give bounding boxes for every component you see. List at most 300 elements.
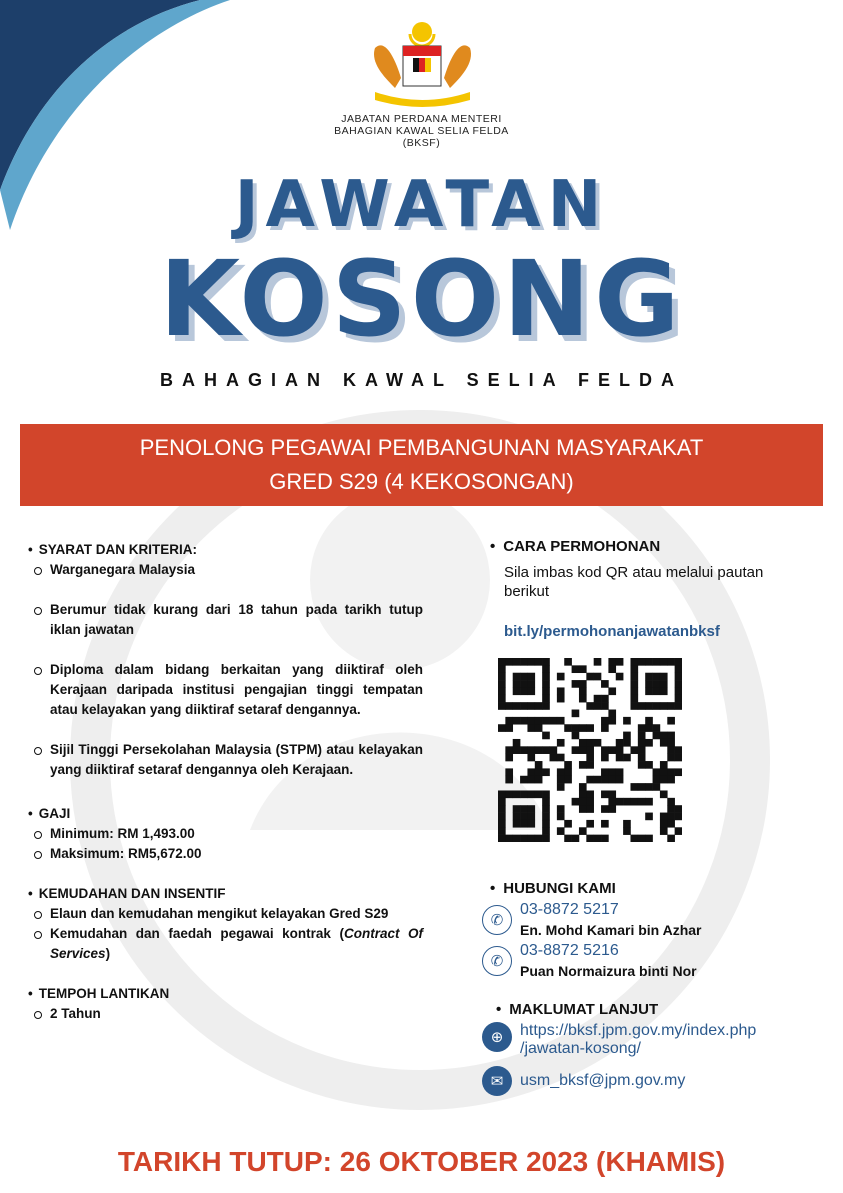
qr-module	[505, 724, 513, 732]
qr-module	[527, 717, 535, 725]
agency-abbrev: (BKSF)	[402, 137, 441, 149]
qr-module	[675, 827, 682, 835]
qr-module	[557, 695, 565, 703]
qr-module	[505, 790, 513, 798]
qr-module	[653, 673, 661, 681]
qr-module	[667, 717, 675, 725]
qr-module	[675, 813, 682, 821]
qr-module	[527, 768, 535, 776]
qr-module	[608, 746, 616, 754]
qr-module	[594, 673, 602, 681]
title-jawatan: JAWATAN	[234, 168, 609, 242]
qr-module	[586, 835, 594, 842]
qr-module	[527, 724, 535, 732]
position-banner	[20, 424, 823, 506]
qr-module	[513, 658, 521, 666]
qr-module	[498, 680, 506, 688]
qr-module	[660, 820, 668, 828]
qr-module	[645, 739, 653, 747]
qr-module	[586, 702, 594, 710]
contact-1	[482, 901, 835, 938]
qr-module	[505, 717, 513, 725]
qr-module	[601, 746, 609, 754]
qr-module	[572, 680, 580, 688]
qr-module	[557, 776, 565, 784]
qr-module	[630, 695, 638, 703]
qr-module	[653, 768, 661, 776]
qr-module	[675, 658, 682, 666]
requirements-heading: • SYARAT DAN KRITERIA:	[28, 540, 423, 560]
qr-module	[557, 754, 565, 762]
benefits-heading: • KEMUDAHAN DAN INSENTIF	[28, 884, 423, 904]
qr-module	[557, 783, 565, 791]
qr-module	[667, 658, 675, 666]
salary-heading: • GAJI	[28, 804, 423, 824]
qr-module	[542, 673, 550, 681]
qr-module	[542, 695, 550, 703]
qr-module	[527, 835, 535, 842]
qr-module	[645, 702, 653, 710]
qr-module	[520, 813, 528, 821]
qr-module	[660, 687, 668, 695]
qr-module	[608, 798, 616, 806]
qr-module	[535, 658, 543, 666]
qr-module	[608, 665, 616, 673]
qr-module	[542, 835, 550, 842]
qr-module	[667, 754, 675, 762]
qr-module	[527, 805, 535, 813]
qr-module	[660, 702, 668, 710]
qr-module	[505, 702, 513, 710]
qr-module	[660, 732, 668, 740]
qr-module	[623, 739, 631, 747]
qr-module	[527, 673, 535, 681]
tenure-list	[28, 1004, 423, 1024]
contact-2	[482, 942, 835, 979]
qr-module	[542, 813, 550, 821]
qr-module	[653, 658, 661, 666]
qr-module	[594, 658, 602, 666]
qr-module	[527, 687, 535, 695]
qr-module	[645, 658, 653, 666]
qr-module	[623, 732, 631, 740]
qr-module	[586, 798, 594, 806]
qr-module	[623, 717, 631, 725]
qr-module	[601, 680, 609, 688]
apply-heading: • CARA PERMOHONAN	[490, 538, 835, 555]
qr-module	[498, 813, 506, 821]
qr-module	[601, 724, 609, 732]
qr-module	[542, 820, 550, 828]
qr-module	[520, 717, 528, 725]
qr-module	[542, 732, 550, 740]
qr-module	[557, 768, 565, 776]
list-item: Sijil Tinggi Persekolahan Malaysia (STPM) atau kelayakan yang diiktiraf setaraf dengannya oleh Kerajaan.	[50, 740, 423, 780]
qr-module	[675, 665, 682, 673]
qr-module	[513, 739, 521, 747]
qr-module	[675, 695, 682, 703]
qr-module	[505, 754, 513, 762]
qr-module	[498, 665, 506, 673]
qr-module	[601, 717, 609, 725]
qr-module	[653, 724, 661, 732]
qr-module	[601, 695, 609, 703]
qr-module	[616, 746, 624, 754]
qr-module	[667, 820, 675, 828]
qr-module	[630, 746, 638, 754]
qr-module	[498, 673, 506, 681]
qr-module	[667, 776, 675, 784]
qr-module	[638, 754, 646, 762]
qr-module	[520, 680, 528, 688]
qr-module	[623, 754, 631, 762]
qr-module	[660, 813, 668, 821]
qr-module	[594, 835, 602, 842]
qr-module	[616, 739, 624, 747]
qr-module	[535, 835, 543, 842]
website-row	[482, 1022, 835, 1058]
qr-module	[586, 739, 594, 747]
qr-module	[564, 724, 572, 732]
qr-module	[645, 813, 653, 821]
list-item: 2 Tahun	[50, 1004, 423, 1024]
qr-module	[527, 776, 535, 784]
qr-module	[630, 687, 638, 695]
qr-module	[520, 835, 528, 842]
qr-module	[653, 732, 661, 740]
qr-module	[579, 827, 587, 835]
qr-module	[638, 835, 646, 842]
subtitle: BAHAGIAN KAWAL SELIA FELDA	[159, 370, 683, 390]
qr-module	[572, 724, 580, 732]
qr-module	[660, 658, 668, 666]
qr-module	[579, 798, 587, 806]
qr-module	[579, 680, 587, 688]
title-kosong: KOSONG	[159, 238, 684, 360]
contact-phone[interactable]: 03-8872 5216	[520, 942, 619, 959]
qr-module	[513, 813, 521, 821]
email-link[interactable]: usm_bksf@jpm.gov.my	[520, 1072, 686, 1089]
qr-module	[630, 835, 638, 842]
qr-module	[579, 687, 587, 695]
qr-module	[513, 680, 521, 688]
qr-module	[527, 658, 535, 666]
qr-module	[498, 798, 506, 806]
position-grade: GRED S29 (4 KEKOSONGAN)	[269, 469, 574, 494]
qr-module	[527, 702, 535, 710]
qr-module	[586, 746, 594, 754]
qr-module	[498, 724, 506, 732]
qr-module	[645, 717, 653, 725]
qr-module	[630, 798, 638, 806]
qr-module	[586, 776, 594, 784]
qr-module	[601, 820, 609, 828]
mail-icon: ✉	[482, 1066, 512, 1096]
website-link[interactable]: https://bksf.jpm.gov.my/index.php /jawatan-kosong/	[520, 1022, 757, 1057]
qr-module	[638, 798, 646, 806]
right-column	[490, 538, 835, 1096]
more-info-heading: • MAKLUMAT LANJUT	[496, 1001, 835, 1018]
qr-module	[520, 702, 528, 710]
qr-module	[542, 717, 550, 725]
qr-module	[586, 724, 594, 732]
qr-module	[601, 702, 609, 710]
qr-module	[586, 820, 594, 828]
qr-module	[564, 820, 572, 828]
qr-module	[542, 790, 550, 798]
qr-module	[505, 746, 513, 754]
qr-module	[535, 702, 543, 710]
qr-module	[675, 746, 682, 754]
qr-module	[667, 798, 675, 806]
position-title: PENOLONG PEGAWAI PEMBANGUNAN MASYARAKAT	[139, 435, 704, 460]
qr-module	[667, 746, 675, 754]
qr-module	[557, 739, 565, 747]
qr-module	[513, 673, 521, 681]
qr-module	[608, 717, 616, 725]
qr-module	[608, 768, 616, 776]
qr-module	[630, 702, 638, 710]
qr-module	[564, 776, 572, 784]
qr-module	[535, 776, 543, 784]
qr-module	[653, 702, 661, 710]
qr-module	[535, 717, 543, 725]
list-item: Kemudahan dan faedah pegawai kontrak (Contract Of Services)	[50, 924, 423, 964]
qr-module	[601, 754, 609, 762]
qr-module	[667, 805, 675, 813]
qr-module	[667, 732, 675, 740]
qr-module	[660, 768, 668, 776]
qr-module	[586, 790, 594, 798]
qr-module	[579, 724, 587, 732]
qr-module	[520, 658, 528, 666]
qr-module	[520, 790, 528, 798]
qr-module	[630, 783, 638, 791]
list-item: Maksimum: RM5,672.00	[50, 844, 423, 864]
qr-module	[542, 746, 550, 754]
qr-module	[572, 835, 580, 842]
qr-module	[550, 746, 558, 754]
qr-module	[645, 680, 653, 688]
qr-module	[616, 776, 624, 784]
qr-module	[542, 687, 550, 695]
qr-module	[638, 658, 646, 666]
list-item: Minimum: RM 1,493.00	[50, 824, 423, 844]
apply-instructions: Sila imbas kod QR atau melalui pautan berikut	[504, 564, 764, 600]
qr-module	[630, 680, 638, 688]
qr-module	[660, 761, 668, 769]
qr-module	[564, 761, 572, 769]
qr-module	[557, 673, 565, 681]
qr-module	[564, 768, 572, 776]
list-item: Elaun dan kemudahan mengikut kelayakan Gred S29	[50, 904, 423, 924]
qr-module	[542, 680, 550, 688]
qr-module	[572, 798, 580, 806]
qr-module	[608, 687, 616, 695]
qr-code[interactable]	[498, 658, 682, 842]
qr-module	[594, 739, 602, 747]
qr-module	[572, 710, 580, 718]
qr-module	[667, 702, 675, 710]
qr-module	[557, 717, 565, 725]
phone-icon: ✆	[482, 946, 512, 976]
qr-module	[638, 702, 646, 710]
qr-module	[527, 754, 535, 762]
qr-module	[630, 658, 638, 666]
salary-list	[28, 824, 423, 864]
qr-module	[667, 768, 675, 776]
qr-module	[675, 680, 682, 688]
qr-module	[498, 695, 506, 703]
qr-module	[667, 813, 675, 821]
qr-module	[505, 658, 513, 666]
qr-module	[660, 739, 668, 747]
qr-module	[513, 687, 521, 695]
qr-module	[505, 835, 513, 842]
qr-module	[542, 798, 550, 806]
left-column	[28, 540, 423, 1024]
qr-module	[557, 805, 565, 813]
qr-module	[675, 754, 682, 762]
qr-module	[601, 776, 609, 784]
contact-heading: • HUBUNGI KAMI	[490, 880, 835, 897]
qr-module	[623, 820, 631, 828]
qr-module	[623, 798, 631, 806]
qr-module	[660, 673, 668, 681]
benefits-list	[28, 904, 423, 964]
qr-module	[513, 835, 521, 842]
qr-module	[527, 746, 535, 754]
qr-module	[645, 798, 653, 806]
qr-module	[579, 790, 587, 798]
qr-module	[616, 658, 624, 666]
qr-module	[638, 783, 646, 791]
qr-module	[557, 813, 565, 821]
qr-module	[638, 732, 646, 740]
qr-module	[542, 805, 550, 813]
qr-module	[550, 717, 558, 725]
qr-module	[667, 835, 675, 842]
qr-module	[498, 827, 506, 835]
qr-module	[579, 665, 587, 673]
agency-name: JABATAN PERDANA MENTERI	[341, 113, 502, 125]
qr-module	[586, 761, 594, 769]
qr-module	[579, 761, 587, 769]
qr-module	[520, 820, 528, 828]
qr-module	[653, 687, 661, 695]
qr-module	[505, 768, 513, 776]
qr-module	[608, 710, 616, 718]
qr-module	[667, 739, 675, 747]
qr-module	[572, 732, 580, 740]
qr-module	[630, 665, 638, 673]
qr-module	[630, 673, 638, 681]
coat-of-arms-logo	[365, 18, 480, 108]
qr-module	[653, 680, 661, 688]
qr-module	[527, 813, 535, 821]
qr-module	[638, 724, 646, 732]
qr-module	[527, 790, 535, 798]
qr-module	[645, 673, 653, 681]
phone-icon: ✆	[482, 905, 512, 935]
apply-link[interactable]: bit.ly/permohonanjawatanbksf	[504, 623, 720, 640]
qr-module	[527, 680, 535, 688]
qr-module	[498, 687, 506, 695]
qr-module	[579, 746, 587, 754]
qr-module	[586, 754, 594, 762]
qr-module	[564, 835, 572, 842]
qr-module	[675, 673, 682, 681]
qr-module	[513, 820, 521, 828]
qr-module	[535, 746, 543, 754]
qr-module	[594, 702, 602, 710]
qr-module	[550, 754, 558, 762]
qr-module	[608, 658, 616, 666]
qr-module	[542, 702, 550, 710]
qr-module	[527, 820, 535, 828]
email-row	[482, 1066, 835, 1096]
qr-module	[601, 835, 609, 842]
qr-module	[498, 835, 506, 842]
qr-module	[513, 702, 521, 710]
qr-module	[498, 702, 506, 710]
qr-module	[660, 680, 668, 688]
contact-phone[interactable]: 03-8872 5217	[520, 901, 619, 918]
qr-module	[542, 827, 550, 835]
qr-module	[601, 790, 609, 798]
qr-module	[594, 776, 602, 784]
qr-module	[608, 805, 616, 813]
tenure-heading: • TEMPOH LANTIKAN	[28, 984, 423, 1004]
qr-module	[608, 790, 616, 798]
qr-module	[498, 658, 506, 666]
qr-module	[601, 768, 609, 776]
qr-module	[616, 768, 624, 776]
qr-module	[505, 776, 513, 784]
qr-module	[675, 768, 682, 776]
list-item: Berumur tidak kurang dari 18 tahun pada tarikh tutup iklan jawatan	[50, 600, 423, 640]
qr-module	[513, 746, 521, 754]
qr-module	[513, 790, 521, 798]
qr-module	[675, 702, 682, 710]
qr-module	[660, 827, 668, 835]
qr-module	[653, 783, 661, 791]
qr-module	[579, 805, 587, 813]
qr-module	[557, 687, 565, 695]
qr-module	[645, 835, 653, 842]
qr-module	[498, 820, 506, 828]
qr-module	[520, 673, 528, 681]
qr-module	[586, 805, 594, 813]
qr-module	[513, 805, 521, 813]
qr-module	[645, 724, 653, 732]
qr-module	[542, 665, 550, 673]
qr-module	[498, 790, 506, 798]
qr-module	[645, 783, 653, 791]
qr-module	[616, 798, 624, 806]
qr-module	[608, 776, 616, 784]
qr-module	[638, 761, 646, 769]
agency-division: BAHAGIAN KAWAL SELIA FELDA	[334, 125, 509, 137]
qr-module	[520, 776, 528, 784]
qr-module	[520, 805, 528, 813]
requirements-list	[28, 560, 423, 780]
qr-module	[623, 827, 631, 835]
qr-module	[542, 658, 550, 666]
qr-module	[535, 724, 543, 732]
qr-module	[660, 776, 668, 784]
qr-module	[645, 761, 653, 769]
